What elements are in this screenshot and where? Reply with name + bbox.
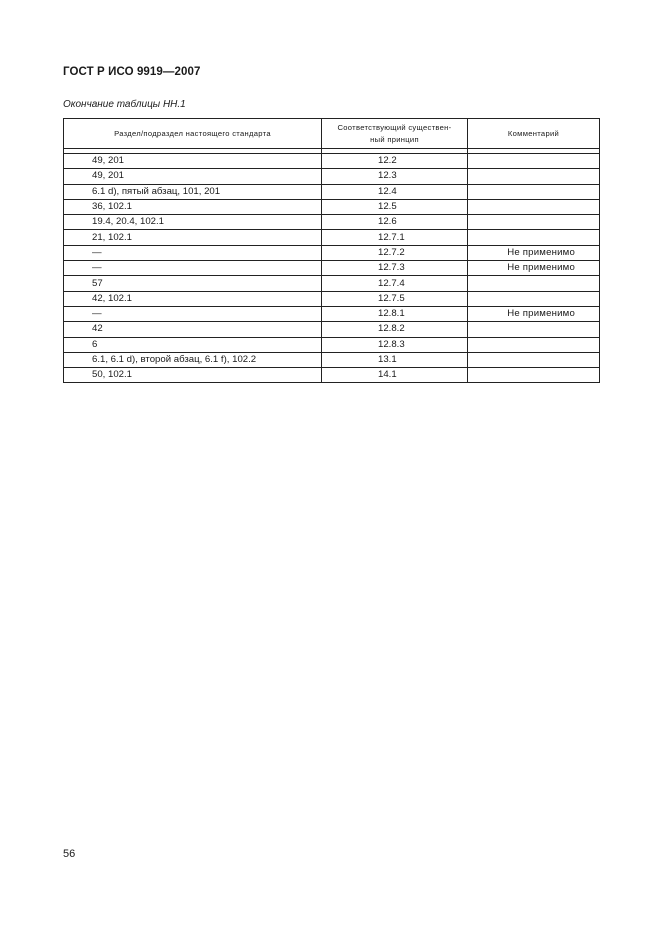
comment-cell xyxy=(468,184,600,199)
table-caption: Окончание таблицы НН.1 xyxy=(63,99,186,110)
table-row xyxy=(64,368,600,383)
principle-cell: 12.3 xyxy=(322,169,468,184)
section-cell: — xyxy=(64,245,322,260)
comment-cell xyxy=(468,154,600,169)
column-header-comment: Комментарий xyxy=(468,119,600,149)
table-row xyxy=(64,230,600,245)
section-cell: 57 xyxy=(64,276,322,291)
section-cell: 6.1, 6.1 d), второй абзац, 6.1 f), 102.2 xyxy=(64,352,322,367)
table-row xyxy=(64,154,600,169)
principle-cell: 12.8.1 xyxy=(322,306,468,321)
principle-cell: 12.7.2 xyxy=(322,245,468,260)
principle-cell: 12.4 xyxy=(322,184,468,199)
comment-cell xyxy=(468,322,600,337)
table-row xyxy=(64,199,600,214)
table-row xyxy=(64,215,600,230)
table-row xyxy=(64,276,600,291)
principle-cell: 13.1 xyxy=(322,352,468,367)
section-cell: — xyxy=(64,261,322,276)
principle-cell: 12.7.1 xyxy=(322,230,468,245)
section-cell: 19.4, 20.4, 102.1 xyxy=(64,215,322,230)
section-cell: 42 xyxy=(64,322,322,337)
table-row xyxy=(64,352,600,367)
section-cell: 49, 201 xyxy=(64,169,322,184)
table-row xyxy=(64,184,600,199)
section-cell: 6 xyxy=(64,337,322,352)
table-row xyxy=(64,306,600,321)
section-cell: 6.1 d), пятый абзац, 101, 201 xyxy=(64,184,322,199)
page-number: 56 xyxy=(63,848,76,860)
table-row xyxy=(64,245,600,260)
section-cell: 49, 201 xyxy=(64,154,322,169)
principle-cell: 12.7.3 xyxy=(322,261,468,276)
comment-cell xyxy=(468,230,600,245)
comment-cell xyxy=(468,276,600,291)
table-row xyxy=(64,261,600,276)
principle-cell: 12.7.5 xyxy=(322,291,468,306)
table-header-row xyxy=(64,119,600,149)
comment-cell xyxy=(468,352,600,367)
principle-cell: 12.5 xyxy=(322,199,468,214)
column-header-section: Раздел/подраздел настоящего стандарта xyxy=(64,119,322,149)
section-cell: 42, 102.1 xyxy=(64,291,322,306)
principle-cell: 12.2 xyxy=(322,154,468,169)
principle-cell: 12.8.2 xyxy=(322,322,468,337)
comment-cell xyxy=(468,368,600,383)
table-row xyxy=(64,169,600,184)
comment-cell: Не применимо xyxy=(468,245,600,260)
principle-cell: 12.7.4 xyxy=(322,276,468,291)
table-row xyxy=(64,322,600,337)
principle-cell: 12.6 xyxy=(322,215,468,230)
section-cell: 50, 102.1 xyxy=(64,368,322,383)
comment-cell xyxy=(468,337,600,352)
table-row xyxy=(64,337,600,352)
comment-cell xyxy=(468,215,600,230)
principle-cell: 12.8.3 xyxy=(322,337,468,352)
section-cell: 36, 102.1 xyxy=(64,199,322,214)
table-row xyxy=(64,291,600,306)
comment-cell: Не применимо xyxy=(468,261,600,276)
principle-cell: 14.1 xyxy=(322,368,468,383)
comment-cell xyxy=(468,169,600,184)
column-header-principle: Соответствующий существен-ный принцип xyxy=(322,119,468,149)
correspondence-table xyxy=(63,118,600,383)
comment-cell xyxy=(468,199,600,214)
section-cell: 21, 102.1 xyxy=(64,230,322,245)
comment-cell: Не применимо xyxy=(468,306,600,321)
document-title: ГОСТ Р ИСО 9919—2007 xyxy=(63,66,201,78)
section-cell: — xyxy=(64,306,322,321)
comment-cell xyxy=(468,291,600,306)
